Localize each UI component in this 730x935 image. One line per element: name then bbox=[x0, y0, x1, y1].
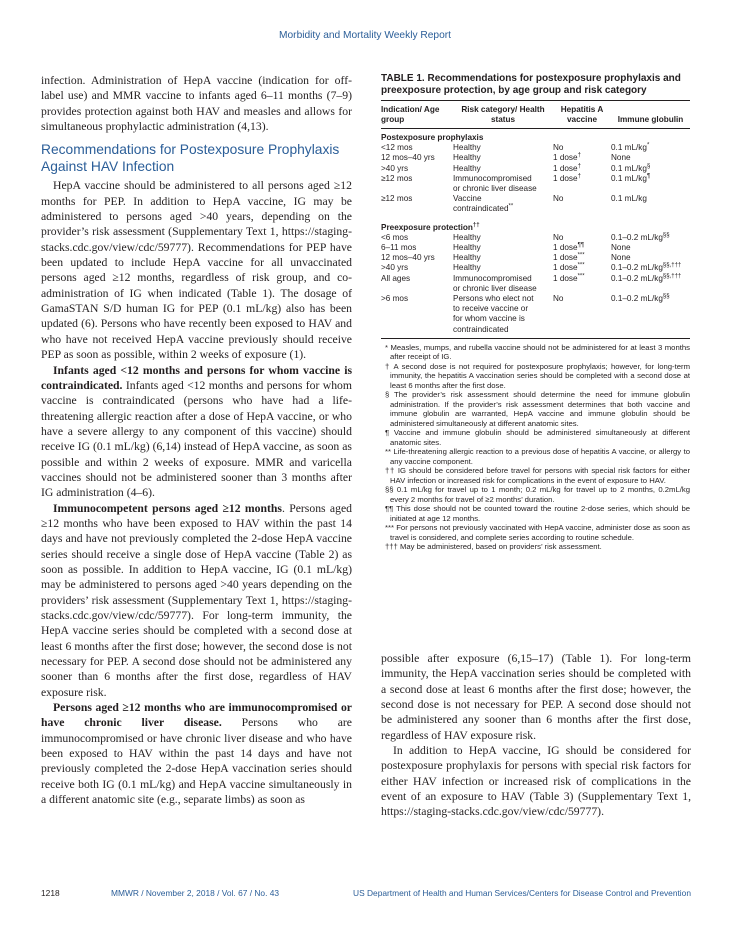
cell-vaccine: 1 dose† bbox=[553, 173, 581, 183]
cell-vaccine: 1 dose*** bbox=[553, 262, 585, 273]
footnote: ¶ Vaccine and immune globulin should be administered simultaneously at different anatomic sites. bbox=[385, 428, 690, 447]
table-row bbox=[381, 174, 690, 194]
footnote: ¶¶ This dose should not be counted toward the routine 2-dose series, which should be initiated at age 12 months. bbox=[385, 504, 690, 523]
footnote: § The provider’s risk assessment should determine the need for immune globulin administration. If the provider’s risk assessment determines that both vaccine and immune globulin are warranted, HepA vaccine and immune globulin should be administered simultaneously at different anatomic sites. bbox=[385, 390, 690, 428]
cell-age: 12 mos–40 yrs bbox=[381, 253, 435, 263]
table-row bbox=[381, 243, 690, 253]
cell-ig: 0.1 mL/kg bbox=[611, 194, 647, 204]
table-1 bbox=[381, 73, 690, 552]
cell-ig: None bbox=[611, 153, 631, 163]
cell-vaccine: 1 dose*** bbox=[553, 272, 585, 283]
col-header-vaccine: Hepatitis A vaccine bbox=[553, 101, 611, 129]
cell-vaccine: 1 dose† bbox=[553, 162, 581, 173]
table-row bbox=[381, 233, 690, 243]
cell-age: ≥12 mos bbox=[381, 194, 413, 204]
paragraph-text: Persons who are immunocompromised or have chronic liver disease and who have been exposed to HAV within the past 14 days and have not previously completed the 2-dose HepA vaccination series should receive both IG (0.1 mL/kg) and HepA vaccine simultaneously in a different anatomic site (e.g., separate limbs) as soon as bbox=[41, 716, 352, 807]
footnote: †† IG should be considered before travel for persons with special risk factors for either HAV infection or increased risk for complications in the event of exposure to HAV. bbox=[385, 466, 690, 485]
cell-ig: 0.1 mL/kg* bbox=[611, 142, 650, 153]
cell-age: >40 yrs bbox=[381, 263, 409, 273]
table-row bbox=[381, 194, 690, 214]
paragraph: infection. Administration of HepA vaccine (indication for off-label use) and MMR vaccine to infants aged 6–11 months (7–9) provides protection against both HAV and measles and allows for simultaneous prophylactic administration (4,13). bbox=[41, 74, 352, 134]
footnote: §§ 0.1 mL/kg for travel up to 1 month; 0.2 mL/kg for travel up to 2 months, 0.2mL/kg every 2 months for travel of ≥2 months’ duration. bbox=[385, 485, 690, 504]
table-grid bbox=[381, 101, 690, 335]
col-header-risk: Risk category/ Health status bbox=[453, 101, 553, 129]
page-number: 1218 bbox=[41, 888, 60, 898]
paragraph: possible after exposure (6,15–17) (Table 1). For long-term immunity, the HepA vaccination series should be completed with a second dose at least 6 months after the first dose; however, the second dose is not necessary for PEP. A second dose should not be administered any sooner than 6 months after the first dose, regardless of HAV exposure risk. bbox=[381, 652, 691, 742]
cell-vaccine: 1 dose*** bbox=[553, 252, 585, 263]
cell-risk: Vaccine contraindicated** bbox=[453, 194, 514, 214]
run-in-heading: Infants aged <12 months and persons for whom vaccine is contraindicated. bbox=[41, 363, 352, 392]
cell-ig: 0.1–0.2 mL/kg§§ bbox=[611, 293, 670, 304]
table-row bbox=[381, 294, 690, 335]
cell-vaccine: No bbox=[553, 194, 564, 204]
cell-age: <6 mos bbox=[381, 232, 409, 242]
cell-age: <12 mos bbox=[381, 143, 413, 153]
cell-risk: Healthy bbox=[453, 232, 481, 242]
cell-ig: None bbox=[611, 253, 631, 263]
paragraph-text: Infants aged <12 months and persons for whom vaccine is contraindicated (persons who have had a life-threatening allergic reaction after a dose of HepA vaccine, or who have a severe allergy to any component of this vaccine) should receive IG (0.1 mL/kg) (6,14) instead of HepA vaccine, as soon as possible and within 2 weeks of exposure. MMR and varicella vaccines should not be administered sooner than 3 months after IG administration (4–6). bbox=[41, 378, 352, 500]
cell-ig: 0.1 mL/kg§ bbox=[611, 162, 651, 173]
section-preexposure: Preexposure protection†† bbox=[381, 221, 480, 232]
run-in-heading: Persons aged ≥12 months who are immunocompromised or have chronic liver disease. bbox=[41, 701, 352, 730]
footnote: ††† May be administered, based on providers’ risk assessment. bbox=[385, 542, 602, 552]
cell-vaccine: No bbox=[553, 232, 564, 242]
table-footnotes bbox=[381, 343, 690, 552]
cell-risk: Healthy bbox=[453, 253, 481, 263]
right-column bbox=[381, 651, 691, 820]
cell-age: 6–11 mos bbox=[381, 243, 417, 253]
cell-vaccine: No bbox=[553, 294, 564, 304]
cell-risk: Healthy bbox=[453, 243, 481, 253]
table-row bbox=[381, 253, 690, 263]
cell-vaccine: 1 dose¶¶ bbox=[553, 242, 585, 253]
col-header-indication: Indication/ Age group bbox=[381, 101, 453, 129]
cell-ig: 0.1 mL/kg¶ bbox=[611, 173, 651, 183]
journal-header: Morbidity and Mortality Weekly Report bbox=[279, 30, 451, 41]
cell-ig: 0.1–0.2 mL/kg§§ bbox=[611, 232, 670, 242]
cell-vaccine: No bbox=[553, 143, 564, 153]
publisher: US Department of Health and Human Services/Centers for Disease Control and Prevention bbox=[353, 888, 691, 898]
paragraph-text: . Persons aged ≥12 months who have been exposed to HAV within the past 14 days and have not previously completed the 2-dose HepA vaccine series should receive a single dose of HepA vaccine (Table 2) as soon as possible. In addition to HepA vaccine, IG (0.1 mL/kg) may be administered to persons aged >40 years depending on the providers’ risk assessment (Supplementary Text 1, https://staging-stacks.cdc.gov/view/cdc/59777). For long-term immunity, the HepA vaccine series should be completed with a second dose at least 6 months after the first dose; however, the second dose is not necessary for PEP. A second dose should not be administered any sooner than 6 months after the first dose, regardless of HAV exposure risk. bbox=[41, 501, 352, 699]
cell-age: 12 mos–40 yrs bbox=[381, 153, 435, 163]
table-row bbox=[381, 274, 690, 294]
cell-ig: 0.1–0.2 mL/kg§§,††† bbox=[611, 262, 682, 273]
col-header-ig: Immune globulin bbox=[611, 101, 690, 129]
cell-age: ≥12 mos bbox=[381, 173, 413, 183]
cell-risk: Immunocompromised or chronic liver disease bbox=[453, 273, 537, 293]
section-heading: Recommendations for Postexposure Prophylaxis Against HAV Infection bbox=[41, 142, 340, 175]
cell-age: >6 mos bbox=[381, 294, 409, 304]
footnote: † A second dose is not required for postexposure prophylaxis; however, for long-term immunity, the hepatitis A vaccination series should be completed with a second dose at least 6 months after the first dose. bbox=[385, 361, 690, 390]
cell-vaccine: 1 dose† bbox=[553, 152, 581, 163]
cell-risk: Healthy bbox=[453, 263, 481, 273]
paragraph: HepA vaccine should be administered to all persons aged ≥12 months for PEP. In addition to HepA vaccine, IG may be administered to persons aged >40 years, depending on the provider’s risk assessment (Supplementary Text 1, https://staging-stacks.cdc.gov/view/cdc/59777). Recommendations for PEP have been updated to include HepA vaccine for all unvaccinated persons aged ≥12 months, regardless of risk group, and co-administration of IG when indicated (Table 1). The dosage of GamaSTAN S/D human IG for PEP (0.1 mL/kg) also has been updated (6). Persons who have recently been exposed to HAV and who have not received HepA vaccine previously should receive PEP as soon as possible, within 2 weeks of exposure (1). bbox=[41, 179, 352, 362]
cell-age: >40 yrs bbox=[381, 163, 409, 173]
table-rule bbox=[381, 335, 690, 339]
citation: MMWR / November 2, 2018 / Vol. 67 / No. 43 bbox=[111, 888, 280, 898]
cell-risk: Immunocompromised or chronic liver disease bbox=[453, 173, 537, 194]
table-row bbox=[381, 263, 690, 273]
cell-age: All ages bbox=[381, 273, 411, 283]
table-row bbox=[381, 164, 690, 174]
footnote: * Measles, mumps, and rubella vaccine should not be administered for at least 3 months after receipt of IG. bbox=[385, 342, 690, 362]
cell-risk: Persons who elect not to receive vaccine or for whom vaccine is contraindicated bbox=[453, 294, 534, 334]
table-row bbox=[381, 153, 690, 163]
cell-ig: None bbox=[611, 243, 631, 253]
paragraph: In addition to HepA vaccine, IG should be considered for postexposure prophylaxis for persons with special risk factors for either HAV infection or increased risk of complications in the event of an exposure to HAV (Table 3) (Supplementary Text 1, https://staging-stacks.cdc.gov/view/cdc/59777). bbox=[381, 744, 691, 819]
paragraph bbox=[41, 501, 352, 700]
footnote: *** For persons not previously vaccinated with HepA vaccine, administer dose as soon as travel is considered, and complete series according to routine schedule. bbox=[385, 523, 690, 542]
table-row bbox=[381, 143, 690, 153]
cell-ig: 0.1–0.2 mL/kg§§,††† bbox=[611, 272, 682, 283]
run-in-heading: Immunocompetent persons aged ≥12 months bbox=[53, 501, 282, 515]
table-title: TABLE 1. Recommendations for postexposure prophylaxis and preexposure protection, by age group and risk category bbox=[381, 73, 690, 101]
left-column bbox=[41, 73, 352, 807]
paragraph bbox=[41, 363, 352, 501]
footnote: ** Life-threatening allergic reaction to a previous dose of hepatitis A vaccine, or allergy to any vaccine component. bbox=[385, 447, 690, 466]
paragraph bbox=[41, 700, 352, 807]
cell-risk: Healthy bbox=[453, 143, 481, 153]
section-postexposure: Postexposure prophylaxis bbox=[381, 133, 484, 142]
cell-risk: Healthy bbox=[453, 153, 481, 163]
cell-risk: Healthy bbox=[453, 163, 481, 173]
